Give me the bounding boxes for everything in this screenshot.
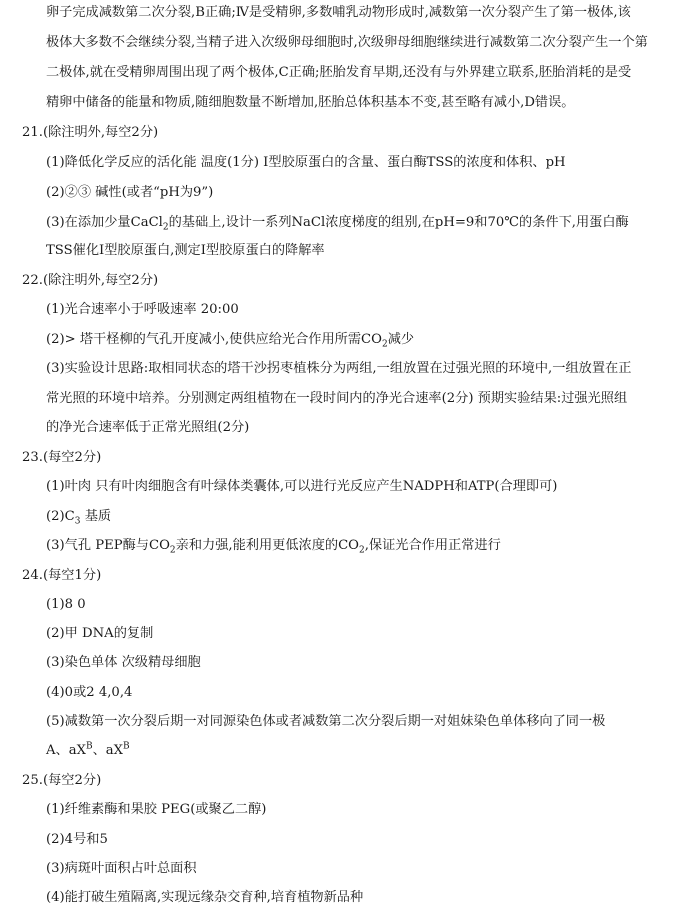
text-line: 卵子完成减数第二次分裂,B正确;Ⅳ是受精卵,多数哺乳动物形成时,减数第一次分裂产生了第一极体,该 (46, 5, 631, 20)
text-segment: 减少 (387, 332, 415, 347)
answer-21-3-cont: TSS催化Ⅰ型胶原蛋白,测定Ⅰ型胶原蛋白的降解率 (46, 243, 325, 258)
answer-25-2: (2)4号和5 (46, 832, 108, 847)
answer-25-1: (1)纤维素酶和果胶 PEG(或聚乙二醇) (46, 802, 267, 817)
answer-22-2 (46, 331, 414, 349)
text-segment: A、aX (46, 743, 86, 758)
answer-22-3-cont: 常光照的环境中培养。分别测定两组植物在一段时间内的净光合速率(2分) 预期实验结果:过强光照组 (46, 391, 628, 406)
superscript: B (123, 741, 130, 752)
subscript: 2 (169, 545, 176, 556)
answer-24-1: (1)8 0 (46, 597, 86, 612)
answer-22-1: (1)光合速率小于呼吸速率 20:00 (46, 302, 239, 317)
question-heading-21: 21.(除注明外,每空2分) (22, 125, 159, 140)
text-segment: ,保证光合作用正常进行 (364, 538, 501, 553)
text-segment: 、aX (92, 743, 124, 758)
text-segment: (2)> 塔干柽柳的气孔开度减小,使供应给光合作用所需CO (46, 332, 382, 347)
answer-23-3 (46, 537, 501, 555)
subscript: 3 (74, 516, 81, 527)
answer-21-2: (2)②③ 碱性(或者“pH为9”) (46, 185, 214, 200)
text-segment: 基质 (80, 509, 112, 524)
text-segment: 亲和力强,能利用更低浓度的CO (175, 538, 359, 553)
answer-24-5: (5)减数第一次分裂后期一对同源染色体或者减数第二次分裂后期一对姐妹染色单体移向了同一极 (46, 714, 606, 729)
answer-25-3: (3)病斑叶面积占叶总面积 (46, 861, 197, 876)
subscript: 2 (162, 222, 169, 233)
question-heading-23: 23.(每空2分) (22, 450, 102, 465)
text-line: 精卵中储备的能量和物质,随细胞数量不断增加,胚胎总体积基本不变,甚至略有减小,D错误。 (46, 95, 575, 110)
question-heading-22: 22.(除注明外,每空2分) (22, 273, 159, 288)
answer-24-4: (4)0或2 4,0,4 (46, 685, 133, 700)
answer-22-3-cont: 的净光合速率低于正常光照组(2分) (46, 420, 250, 435)
answer-24-3: (3)染色单体 次级精母细胞 (46, 655, 201, 670)
question-heading-25: 25.(每空2分) (22, 773, 102, 788)
text-segment: (3)在添加少量CaCl (46, 215, 163, 230)
answer-23-1: (1)叶肉 只有叶肉细胞含有叶绿体类囊体,可以进行光反应产生NADPH和ATP(合理即可) (46, 479, 558, 494)
question-heading-24: 24.(每空1分) (22, 568, 102, 583)
text-segment: (3)气孔 PEP酶与CO (46, 538, 170, 553)
answer-22-3: (3)实验设计思路:取相同状态的塔干沙拐枣植株分为两组,一组放置在过强光照的环境中,一组放置在正 (46, 361, 632, 376)
answer-23-2 (46, 508, 111, 526)
text-segment: 的基础上,设计一系列NaCl浓度梯度的组别,在pH=9和70℃的条件下,用蛋白酶 (168, 215, 629, 230)
subscript: 2 (358, 545, 365, 556)
superscript: B (85, 741, 93, 752)
answer-21-1: (1)降低化学反应的活化能 温度(1分) Ⅰ型胶原蛋白的含量、蛋白酶TSS的浓度和体积、pH (46, 155, 566, 170)
text-line: 极体大多数不会继续分裂,当精子进入次级卵母细胞时,次级卵母细胞继续进行减数第二次分裂产生一个第 (46, 35, 648, 50)
answer-24-2: (2)甲 DNA的复制 (46, 626, 154, 641)
text-segment: (2)C (46, 509, 75, 524)
answer-24-5-cont (46, 742, 130, 760)
text-line: 二极体,就在受精卵周围出现了两个极体,C正确;胚胎发育早期,还没有与外界建立联系,胚胎消耗的是受 (46, 65, 632, 80)
answer-21-3 (46, 214, 629, 232)
answer-25-4: (4)能打破生殖隔离,实现远缘杂交育种,培育植物新品种 (46, 890, 364, 905)
subscript: 2 (381, 339, 388, 350)
